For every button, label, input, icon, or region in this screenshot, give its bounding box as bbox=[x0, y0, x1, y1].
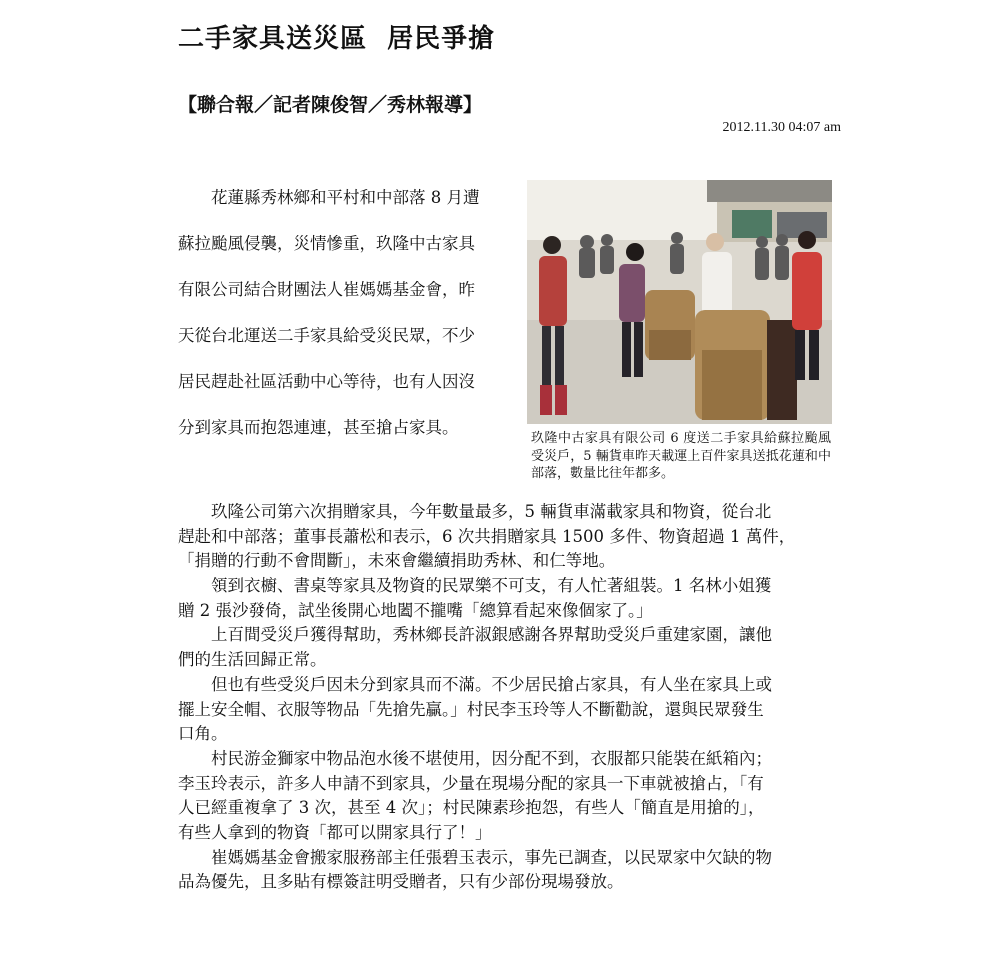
body-line: 領到衣櫥、書桌等家具及物資的民眾樂不可支，有人忙著組裝。1 名林小姐獲 bbox=[178, 576, 772, 596]
lead-line: 有限公司結合財團法人崔媽媽基金會，昨 bbox=[178, 280, 475, 299]
body-line: 村民游金獅家中物品泡水後不堪使用，因分配不到，衣服都只能裝在紙箱內； bbox=[178, 748, 772, 768]
body-line: 贈 2 張沙發倚，試坐後開心地闔不攏嘴「總算看起來像個家了。」 bbox=[178, 600, 653, 620]
body-line: 有些人拿到的物資「都可以開家具行了！」 bbox=[178, 822, 492, 842]
lead-line: 分到家具而抱怨連連，甚至搶占家具。 bbox=[178, 418, 459, 437]
news-photo bbox=[527, 180, 832, 424]
body-line: 崔媽媽基金會搬家服務部主任張碧玉表示，事先已調查，以民眾家中欠缺的物 bbox=[178, 847, 772, 867]
body-line: 趕赴和中部落；董事長蕭松和表示，6 次共捐贈家具 1500 多件、物資超過 1 萬件， bbox=[178, 526, 796, 546]
body-line: 口角。 bbox=[178, 724, 228, 744]
body-line: 「捐贈的行動不會間斷」，未來會繼續捐助秀林、和仁等地。 bbox=[178, 551, 616, 571]
article-timestamp: 2012.11.30 04:07 am bbox=[722, 120, 841, 135]
body-line: 上百間受災戶獲得幫助，秀林鄉長許淑銀感謝各界幫助受災戶重建家園，讓他 bbox=[178, 625, 772, 645]
lead-line: 居民趕赴社區活動中心等待，也有人因沒 bbox=[178, 372, 475, 391]
body-line: 們的生活回歸正常。 bbox=[178, 650, 327, 670]
lead-line: 花蓮縣秀林鄉和平村和中部落 8 月遭 bbox=[178, 188, 480, 207]
article-body bbox=[178, 500, 843, 895]
body-line: 李玉玲表示，許多人申請不到家具，少量在現場分配的家具一下車就被搶占，「有 bbox=[178, 773, 764, 793]
article-byline: 【聯合報／記者陳俊智／秀林報導】 bbox=[178, 94, 483, 116]
body-line: 但也有些受災戶因未分到家具而不滿。不少居民搶占家具，有人坐在家具上或 bbox=[178, 674, 772, 694]
lead-paragraph bbox=[178, 175, 518, 451]
body-line: 品為優先，且多貼有標簽註明受贈者，只有少部份現場發放。 bbox=[178, 872, 624, 892]
body-line: 玖隆公司第六次捐贈家具，今年數量最多，5 輛貨車滿載家具和物資，從台北 bbox=[178, 502, 772, 521]
body-line: 擺上安全帽、衣服等物品「先搶先贏。」村民李玉玲等人不斷勸說，還與民眾發生 bbox=[178, 699, 764, 719]
body-line: 人已經重複拿了 3 次，甚至 4 次」；村民陳素珍抱怨，有些人「簡直是用搶的」， bbox=[178, 798, 765, 818]
article-headline: 二手家具送災區 居民爭搶 bbox=[178, 24, 496, 54]
photo-caption: 玖隆中古家具有限公司 6 度送二手家具給蘇拉颱風受災戶，5 輛貨車昨天載運上百件家具送抵花蓮和中部落，數量比往年都多。 bbox=[531, 431, 831, 481]
lead-line: 蘇拉颱風侵襲，災情慘重，玖隆中古家具 bbox=[178, 234, 475, 253]
lead-line: 天從台北運送二手家具給受災民眾，不少 bbox=[178, 326, 475, 345]
